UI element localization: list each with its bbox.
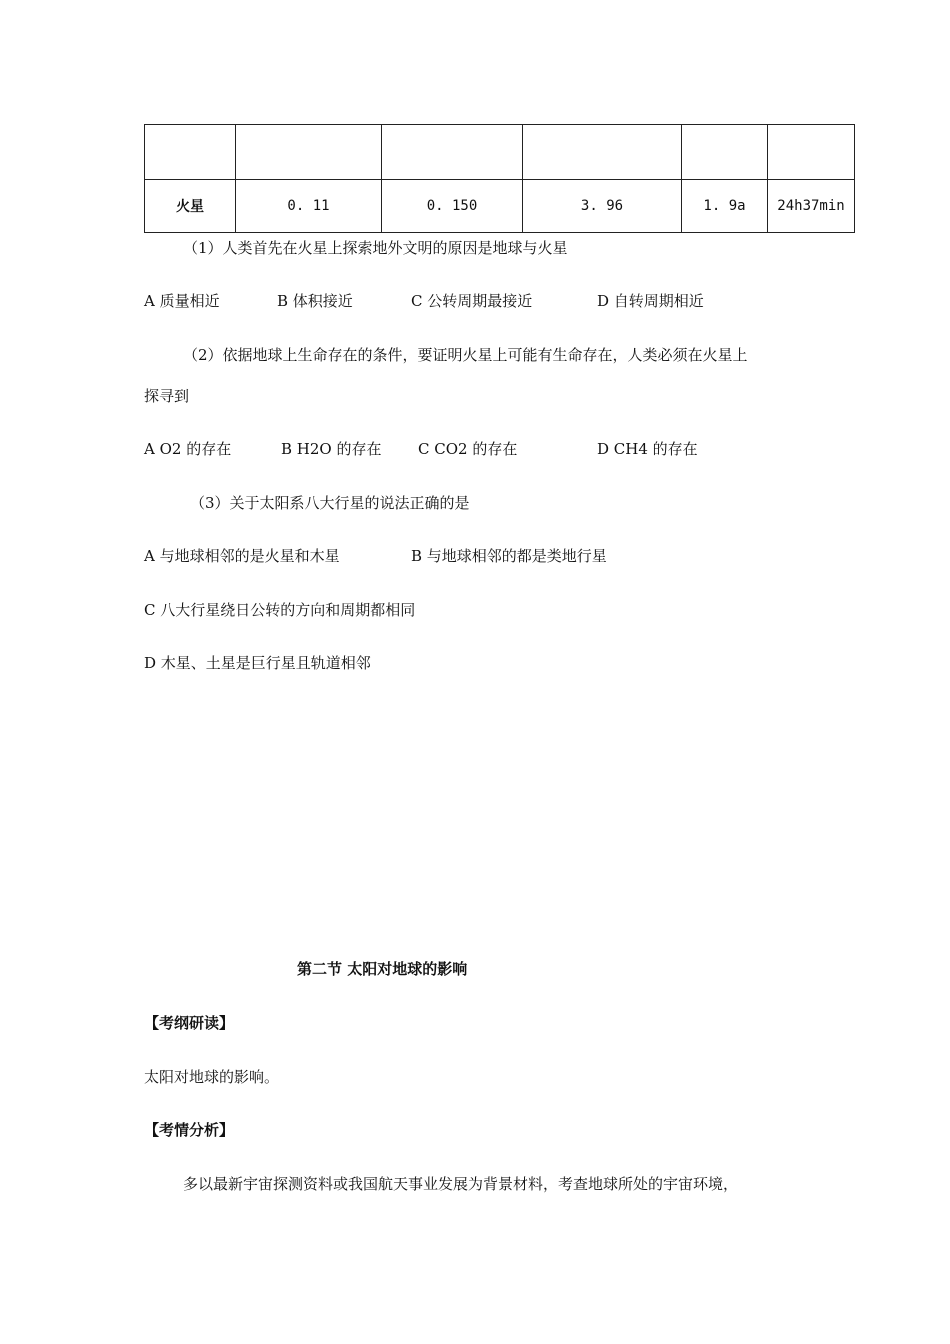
outline-text: 太阳对地球的影响。 [144,1068,280,1086]
question-2-stem-continued: 探寻到 [144,387,190,405]
table-cell [768,125,855,180]
question-2-stem: （2）依据地球上生命存在的条件，要证明火星上可能有生命存在，人类必须在火星上 [183,346,748,364]
table-cell [145,125,236,180]
question-1-option-b: B 体积接近 [277,292,353,310]
question-1-option-d: D 自转周期相近 [597,292,704,310]
table-cell: 0. 150 [382,180,523,233]
question-3-option-b: B 与地球相邻的都是类地行星 [411,547,607,565]
question-2-option-b: B H2O 的存在 [281,440,382,458]
table-row [145,180,855,233]
question-1-stem: （1）人类首先在火星上探索地外文明的原因是地球与火星 [183,239,568,257]
question-1-option-a: A 质量相近 [144,292,220,310]
table-cell: 24h37min [768,180,855,233]
planet-data-table [144,124,855,233]
question-2-option-c: C CO2 的存在 [418,440,518,458]
question-2-option-d: D CH4 的存在 [597,440,698,458]
table-row [145,125,855,180]
table-cell: 3. 96 [523,180,682,233]
question-2-option-a: A O2 的存在 [144,440,232,458]
outline-heading: 【考纲研读】 [144,1014,235,1032]
section-title: 第二节 太阳对地球的影响 [297,960,468,978]
analysis-text: 多以最新宇宙探测资料或我国航天事业发展为背景材料，考查地球所处的宇宙环境， [183,1175,739,1193]
question-3-option-a: A 与地球相邻的是火星和木星 [144,547,340,565]
question-3-option-d: D 木星、土星是巨行星且轨道相邻 [144,654,371,672]
table-cell [382,125,523,180]
table-cell [682,125,768,180]
question-1-option-c: C 公转周期最接近 [411,292,533,310]
table-cell: 1. 9a [682,180,768,233]
table-cell [236,125,382,180]
analysis-heading: 【考情分析】 [144,1121,235,1139]
table-cell: 0. 11 [236,180,382,233]
planet-name-cell: 火星 [145,180,236,233]
table-cell [523,125,682,180]
question-3-option-c: C 八大行星绕日公转的方向和周期都相同 [144,601,416,619]
question-3-stem: （3）关于太阳系八大行星的说法正确的是 [190,494,470,512]
